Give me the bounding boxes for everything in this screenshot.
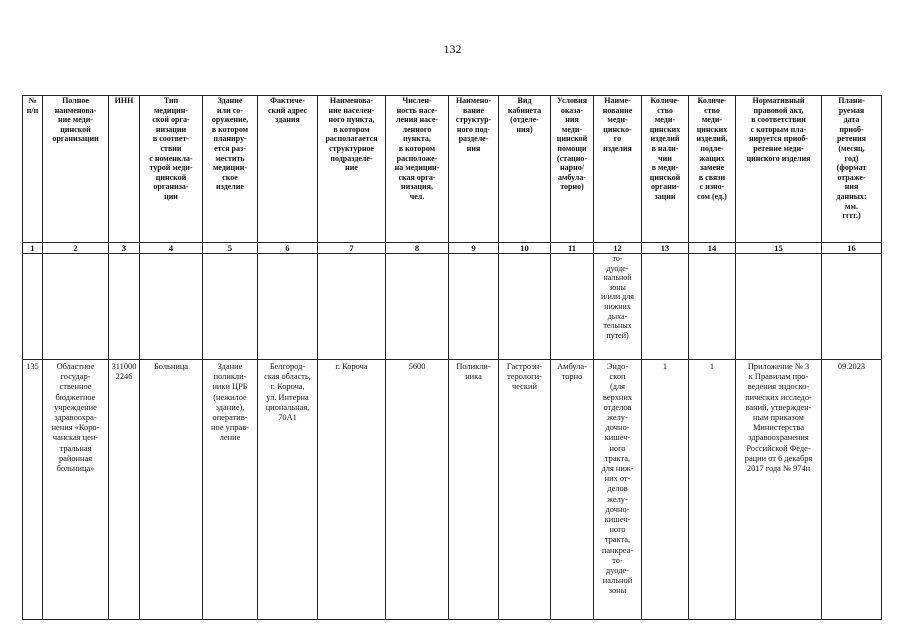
column-number: 12	[594, 243, 642, 254]
table-row	[23, 360, 882, 620]
header-cell: Условия оказа- ния меди- цинской помощи (стацио- нарно/ амбула- торно)	[551, 96, 594, 243]
table-cell: 135	[23, 360, 43, 620]
column-number: 9	[449, 243, 499, 254]
header-cell: Нормативный правовой акт, в соответствии с которым пла- нируется приоб- ретение меди- цинского изделия	[736, 96, 822, 243]
table-cell: 09.2023	[822, 360, 882, 620]
column-number: 1	[23, 243, 43, 254]
table-cell	[318, 254, 386, 360]
table-cell	[109, 254, 140, 360]
column-number-row	[23, 243, 882, 254]
header-cell: Здание или со- оружение, в котором планиру- ется раз- местить медицин- ское изделие	[203, 96, 258, 243]
table-cell	[449, 254, 499, 360]
medical-equipment-table	[22, 95, 882, 620]
column-number: 10	[499, 243, 551, 254]
column-number: 8	[386, 243, 449, 254]
header-cell: Фактиче- ский адрес здания	[258, 96, 318, 243]
column-number: 11	[551, 243, 594, 254]
page-number: 132	[443, 42, 462, 56]
table-cell: г. Короча	[318, 360, 386, 620]
table-cell	[203, 254, 258, 360]
table-cell: 1	[642, 360, 689, 620]
table-cell	[736, 254, 822, 360]
header-cell: Вид кабинета (отделе- ния)	[499, 96, 551, 243]
table-cell: Здание поликли- ники ЦРБ (нежилое здание), оператив- ное управ- ление	[203, 360, 258, 620]
table-cell: Белгород- ская область, г. Короча, ул. Интерна циональная, 70А1	[258, 360, 318, 620]
header-cell: № п/п	[23, 96, 43, 243]
table-cell: 1	[689, 360, 736, 620]
column-number: 6	[258, 243, 318, 254]
column-number: 2	[43, 243, 109, 254]
header-cell: Количе- ство меди- цинских изделий, подле- жащих замене в связи с изно- сом (ед.)	[689, 96, 736, 243]
table-cell: то- дуоде- нальной зоны и/или для нижних дыха- тельных путей)	[594, 254, 642, 360]
table-cell	[499, 254, 551, 360]
header-cell: Плани- руемая дата приоб- ретения (месяц, год) (формат отраже- ния данных: мм. гггг.)	[822, 96, 882, 243]
table-cell	[258, 254, 318, 360]
table-cell: Больница	[140, 360, 203, 620]
table-cell: 5600	[386, 360, 449, 620]
header-cell: Количе- ство меди- цинских изделий в нали- чии в меди- цинской органи- зации	[642, 96, 689, 243]
header-cell: Наименова- ние населен- ного пункта, в котором располагается структурное подразделе- ние	[318, 96, 386, 243]
column-number: 5	[203, 243, 258, 254]
header-cell: Числен- ность насе- ления насе- ленного пункта, в котором расположе- на медицин- ская орга- низация, чел.	[386, 96, 449, 243]
header-cell: Наиме- нование меди- цинско- го изделия	[594, 96, 642, 243]
continuation-row	[23, 254, 882, 360]
header-cell: Полное наименова- ние меди- цинской организации	[43, 96, 109, 243]
header-cell: ИНН	[109, 96, 140, 243]
table-cell: Приложение № 3 к Правилам про- ведения эндоско- пических исследо- ваний, утвержден- ным приказом Министерства здравоохранения Российской Феде- рации от 6 декабря 2017 года № 974н	[736, 360, 822, 620]
table-cell	[23, 254, 43, 360]
table-cell	[642, 254, 689, 360]
table-cell: 311000 2246	[109, 360, 140, 620]
table-cell: Областное государ- ственное бюджетное учреждение здравоохра- нения «Коро- чанская цен- тральная районная больница»	[43, 360, 109, 620]
table-cell	[43, 254, 109, 360]
table-cell	[140, 254, 203, 360]
table-cell: Поликли- ника	[449, 360, 499, 620]
column-number: 15	[736, 243, 822, 254]
column-number: 4	[140, 243, 203, 254]
table-cell: Гастроэн- терологи- ческий	[499, 360, 551, 620]
header-row	[23, 96, 882, 243]
table-cell: Амбула- торно	[551, 360, 594, 620]
table-cell	[386, 254, 449, 360]
column-number: 13	[642, 243, 689, 254]
column-number: 14	[689, 243, 736, 254]
table-cell	[822, 254, 882, 360]
header-cell: Наимено- вание структур- ного под- разделе- ния	[449, 96, 499, 243]
column-number: 16	[822, 243, 882, 254]
table-cell: Эндо- скоп (для верхних отделов желу- дочно- кишеч- ного тракта, для ниж- них от- делов желу- дочно- кишеч- ного тракта, панкреа- то- дуоде- нальной зоны	[594, 360, 642, 620]
column-number: 3	[109, 243, 140, 254]
header-cell: Тип медицин- ской орга- низации в соответ- ствии с номенкла- турой меди- цинской организа- ции	[140, 96, 203, 243]
column-number: 7	[318, 243, 386, 254]
table-cell	[689, 254, 736, 360]
table-cell	[551, 254, 594, 360]
